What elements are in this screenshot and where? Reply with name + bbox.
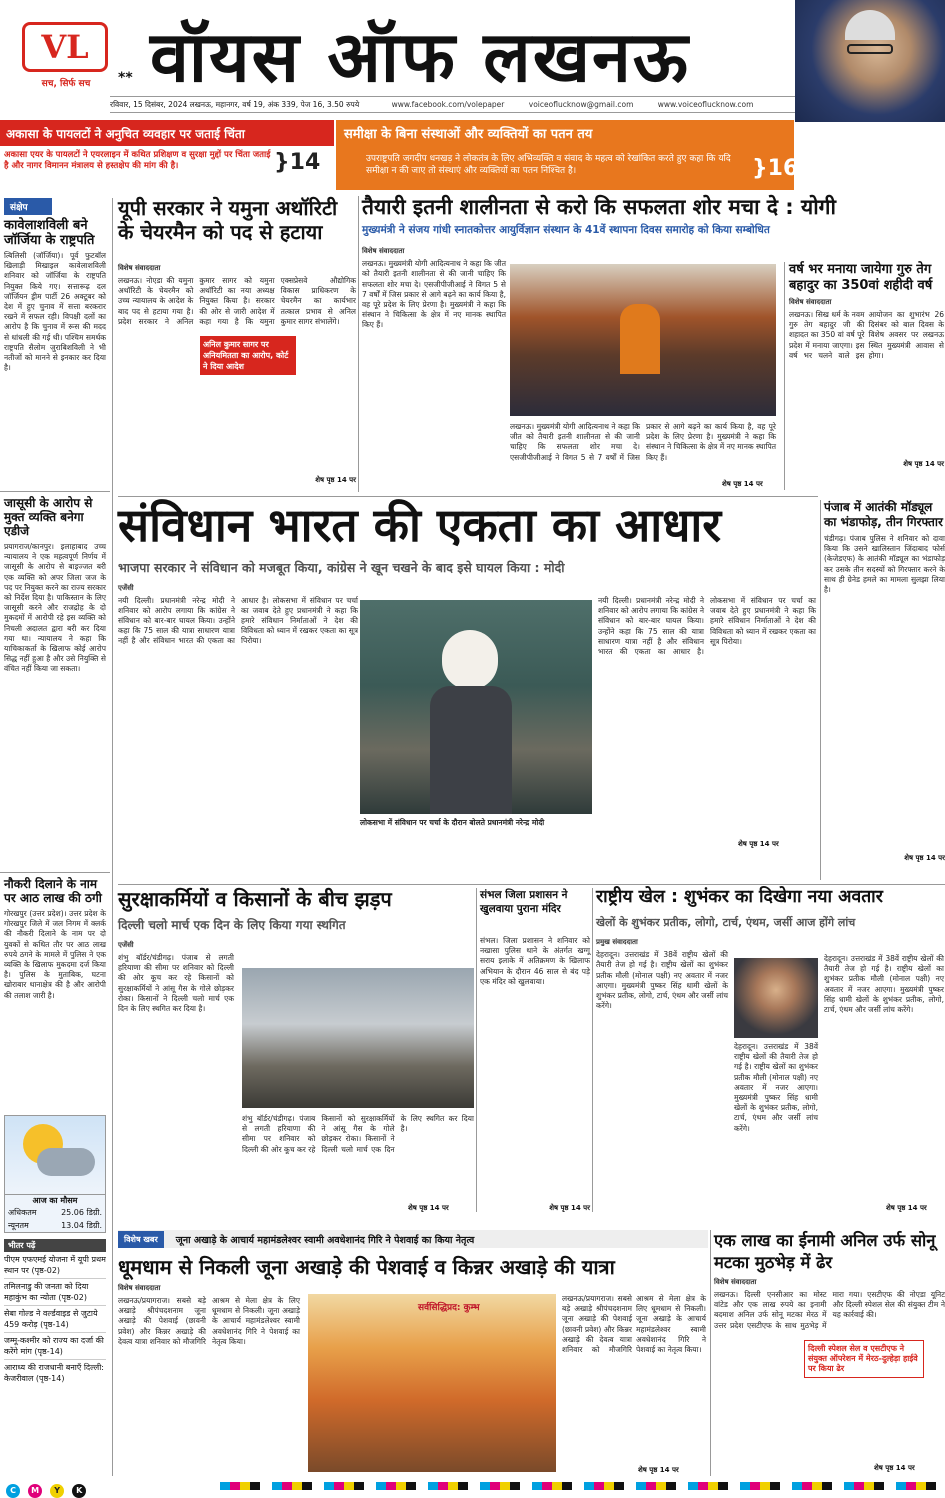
constitution-text-col1: नयी दिल्ली। प्रधानमंत्री नरेन्द्र मोदी ने शनिवार को आरोप लगाया कि कांग्रेस ने संविधान को बार-बार घायल किया। उन्होंने कहा कि 75 साल की यात्रा साधारण यात्रा नहीं है और संविधान भारत की एकता का आधार है। लोकसभा में संविधान पर चर्चा का जवाब देते हुए प्रधानमंत्री ने कहा कि हमारे संविधान निर्माताओं ने देश की विविधता को ध्यान में रखकर एकता का सूत्र पिरोया। bbox=[118, 595, 358, 646]
dateline-bar bbox=[110, 96, 800, 113]
sambhal-text: संभल। जिला प्रशासन ने शनिवार को नखासा पुलिस थाने के अंतर्गत खग्गू सराय इलाके में अतिक्रमण के खिलाफ अभियान के दौरान 46 साल से बंद पड़े एक मंदिर को खुलवाया। bbox=[480, 936, 590, 986]
dhami-photo bbox=[734, 958, 818, 1038]
kumbh-photo-banner: सर्वसिद्धिप्रद: कुम्भ bbox=[418, 1303, 480, 1313]
logo-letters: VL bbox=[41, 28, 89, 66]
constitution-headline: संविधान भारत की एकता का आधार bbox=[118, 498, 722, 552]
weather-max-label: अधिकतम bbox=[8, 1208, 37, 1217]
story-yamuna[interactable] bbox=[118, 196, 356, 492]
kumbh-text: लखनऊ/प्रयागराज। सबसे बड़े अखाड़े श्रीपंचदशनाम जूना अखाड़े की पेशवाई (छावनी प्रवेश) और किन्नर अखाड़े की देवत्व यात्रा शनिवार को मौजगिरि आश्रम से मेला क्षेत्र के लिए धूमधाम से निकली। जूना अखाड़े के आचार्य महामंडलेश्वर स्वामी अवधेशानंद गिरि ने पेशवाई का नेतृत्व किया। bbox=[118, 1296, 300, 1346]
teaser-left-page: }14 bbox=[274, 150, 321, 175]
story-games[interactable] bbox=[596, 888, 945, 1216]
inside-item[interactable]: आराध्य की राजधानी बनाएँ दिल्ली: केजरीवाल (पृष्ठ-14) bbox=[4, 1363, 104, 1383]
story-constitution[interactable] bbox=[118, 500, 818, 884]
games-headline: राष्ट्रीय खेल : शुभंकर का दिखेगा नया अवतार bbox=[596, 887, 883, 907]
gurutegh-text: लखनऊ। सिख धर्म के नवम गुरु तेग बहादुर जी की शहादत का 350 वां वर्ष पूरे प्रदेश में मनाया जाएगा। इस वर्ष भर चलने वाले इस आयोजन का शुभारंभ 26 दिसंबर को बाल दिवस के विशेष अवसर पर लखनऊ स्थित मुख्यमंत्री आवास से होगा। bbox=[789, 310, 944, 360]
kumbh-banner: जूना अखाड़े के आचार्य महामंडलेश्वर स्वामी अवधेशानंद गिरि ने पेशवाई का किया नेतृत्व bbox=[175, 1234, 475, 1246]
games-text-2: देहरादून। उत्तराखंड में 38वें राष्ट्रीय खेलों की तैयारी तेज हो गई है। राष्ट्रीय खेलों का शुभंकर प्रतीक मौली (मोनाल पक्षी) नए अवतार में नजर आएगा। मुख्यमंत्री पुष्कर सिंह धामी खेलों के शुभंकर प्रतीक, लोगो, टार्च, एंथम और जर्सी लांच करेंगे। bbox=[734, 1042, 818, 1133]
teaser-left-headline: अकासा के पायलटों ने अनुचित व्यवहार पर जताई चिंता bbox=[0, 120, 334, 146]
encounter-byline: विशेष संवाददाता bbox=[714, 1278, 757, 1286]
story-kumbh[interactable] bbox=[118, 1230, 708, 1476]
story-fraud-headline: नौकरी दिलाने के नाम पर आठ लाख की ठगी bbox=[0, 872, 110, 909]
games-text: देहरादून। उत्तराखंड में 38वें राष्ट्रीय खेलों की तैयारी तेज हो गई है। राष्ट्रीय खेलों का शुभंकर प्रतीक मौली (मोनाल पक्षी) नए अवतार में नजर आएगा। मुख्यमंत्री पुष्कर सिंह धामी खेलों के शुभंकर प्रतीक, लोगो, टार्च, एंथम और जर्सी लांच करेंगे। bbox=[596, 950, 728, 1011]
teaser-right[interactable] bbox=[336, 120, 799, 190]
cmyk-m: M bbox=[28, 1484, 42, 1498]
weather-min-value: 13.04 डिग्री. bbox=[61, 1221, 102, 1230]
constitution-byline: एजेंसी bbox=[118, 583, 134, 592]
cmyk-bar bbox=[6, 1478, 206, 1494]
inside-title: भीतर पढ़ें bbox=[4, 1239, 106, 1252]
kumbh-procession-photo bbox=[308, 1294, 556, 1472]
story-georgia-text: त्बिलिसी (जॉर्जिया)। पूर्व फुटबॉल खिलाड़ी मिखाइल कावेलाशविली शनिवार को जॉर्जिया के राष्ट्रपति नियुक्त किये गए। सत्तारूढ़ दल जॉर्जियन ड्रीम पार्टी 26 अक्टूबर को देश में हुए चुनाव में सत्ता बरकरार रखने में सफल रही। विपक्षी दलों का आरोप है कि चुनाव में रूस की मदद से धांधली की गई थी। पश्चिम समर्थक राष्ट्रपति सैलोम जुराबिशविली ने भी नतीजों को मानने से इनकार कर दिया है। bbox=[4, 251, 106, 373]
farmers-clash-photo bbox=[242, 968, 474, 1108]
yamuna-cont: शेष पृष्ठ 14 पर bbox=[315, 476, 356, 484]
farmers-text: शंभु बॉर्डर/चंडीगढ़। पंजाब से लगती हरियाणा की सीमा पर शनिवार को दिल्ली की ओर कूच कर रहे किसानों को सुरक्षाकर्मियों ने आंसू गैस के गोले छोड़कर रोका। किसानों ने दिल्ली चलो मार्च एक दिन के लिए स्थगित कर दिया है। bbox=[118, 953, 234, 1014]
yogi-byline: विशेष संवाददाता bbox=[362, 247, 405, 256]
constitution-text-col2: नयी दिल्ली। प्रधानमंत्री नरेन्द्र मोदी ने शनिवार को आरोप लगाया कि कांग्रेस ने संविधान को बार-बार घायल किया। उन्होंने कहा कि 75 साल की यात्रा साधारण यात्रा नहीं है और संविधान भारत की एकता का आधार है। लोकसभा में संविधान पर चर्चा का जवाब देते हुए प्रधानमंत्री ने कहा कि हमारे संविधान निर्माताओं ने देश की विविधता को ध्यान में रखकर एकता का सूत्र पिरोया। bbox=[598, 596, 816, 657]
games-byline: प्रमुख संवाददाता bbox=[596, 938, 638, 947]
teaser-left[interactable] bbox=[0, 120, 334, 190]
teaser-left-text: अकासा एयर के पायलटों ने एयरलाइन में कथित प्रशिक्षण व सुरक्षा मुद्दों पर चिंता जताई है और नागर विमानन मंत्रालय से हस्तक्षेप की मांग की है। bbox=[4, 150, 271, 171]
kumbh-banner-row bbox=[118, 1230, 708, 1248]
teaser-right-page: }16 bbox=[752, 156, 799, 181]
story-gurutegh[interactable] bbox=[784, 262, 944, 490]
constitution-caption: लोकसभा में संविधान पर चर्चा के दौरान बोलते प्रधानमंत्री नरेन्द्र मोदी bbox=[360, 818, 545, 827]
facebook-link[interactable]: www.facebook.com/volepaper bbox=[391, 100, 505, 109]
inside-item[interactable]: सेबा गोल्ड ने वर्ल्डवाइड से जुटाये 459 करोड़ (पृष्ठ-14) bbox=[4, 1306, 106, 1333]
weather-max-value: 25.06 डिग्री. bbox=[61, 1208, 102, 1217]
section-label: संक्षेप bbox=[4, 198, 52, 215]
inside-item[interactable]: तमिलनाडु की जनता को दिया महाकुंभ का न्योता (पृष्ठ-02) bbox=[4, 1279, 106, 1306]
portrait-glasses bbox=[847, 44, 893, 54]
inside-item[interactable]: पीएम एफएमई योजना में यूपी प्रथम स्थान पर (पृष्ठ-02) bbox=[4, 1252, 106, 1279]
encounter-headline: एक लाख का ईनामी अनिल उर्फ सोनू मटका मुठभेड़ में ढेर bbox=[714, 1231, 936, 1272]
logo-tagline: सच, सिर्फ सच bbox=[41, 79, 91, 89]
story-adj-text: प्रयागराज/कानपुर। इलाहाबाद उच्च न्यायालय ने एक महत्वपूर्ण निर्णय में जासूसी के आरोप से बाइज्जत बरी एक व्यक्ति को अपर जिला जज के पद पर नियुक्त करने का राज्य सरकार को निर्देश दिया है। पाकिस्तान के लिए जासूसी करने और राजद्रोह के दो मुकदमों में आरोपी रहे इस व्यक्ति को निचली अदालत द्वारा बरी कर दिया गया था। न्यायालय ने कहा कि याचिकाकर्ता के खिलाफ कोई आरोप सिद्ध नहीं हुआ है और उसे नियुक्ति से वंचित नहीं किया जा सकता। bbox=[4, 542, 106, 674]
gurutegh-headline: वर्ष भर मनाया जायेगा गुरु तेग बहादुर का 350वां शहीदी वर्ष bbox=[789, 262, 933, 293]
kumbh-headline: धूमधाम से निकली जूना अखाड़े की पेशवाई व किन्नर अखाड़े की यात्रा bbox=[118, 1255, 615, 1279]
games-text-3: देहरादून। उत्तराखंड में 38वें राष्ट्रीय खेलों की तैयारी तेज हो गई है। राष्ट्रीय खेलों का शुभंकर प्रतीक मौली (मोनाल पक्षी) नए अवतार में नजर आएगा। मुख्यमंत्री पुष्कर सिंह धामी खेलों के शुभंकर प्रतीक, लोगो, टार्च, एंथम और जर्सी लांच करेंगे। bbox=[824, 954, 944, 1015]
kumbh-text-2: लखनऊ/प्रयागराज। सबसे बड़े अखाड़े श्रीपंचदशनाम जूना अखाड़े की पेशवाई (छावनी प्रवेश) और किन्नर अखाड़े की देवत्व यात्रा शनिवार को मौजगिरि आश्रम से मेला क्षेत्र के लिए धूमधाम से निकली। जूना अखाड़े के आचार्य महामंडलेश्वर स्वामी अवधेशानंद गिरि ने पेशवाई का नेतृत्व किया। bbox=[562, 1294, 706, 1355]
yogi-headline: तैयारी इतनी शालीनता से करो कि सफलता शोर मचा दे : योगी bbox=[362, 195, 836, 219]
story-punjab[interactable] bbox=[824, 500, 945, 884]
yogi-event-photo bbox=[510, 264, 776, 416]
cmyk-y: Y bbox=[50, 1484, 64, 1498]
story-farmers[interactable] bbox=[118, 888, 474, 1216]
yogi-text: लखनऊ। मुख्यमंत्री योगी आदित्यनाथ ने कहा कि जीत को तैयारी इतनी शालीनता से की जानी चाहिए कि सफलता शोर मचा दे। एसजीपीजीआई ने विगत 5 से 7 वर्षों में जिस प्रकार से आगे बढ़ने का कार्य किया है, वह पूरे प्रदेश के लिए प्रेरणा है। मुख्यमंत्री ने कहा कि संस्थान ने चिकित्सा के क्षेत्र में नए मानक स्थापित किए हैं। bbox=[362, 259, 506, 330]
kumbh-byline: विशेष संवाददाता bbox=[118, 1284, 161, 1292]
inside-box bbox=[4, 1239, 106, 1386]
sambhal-headline: संभल जिला प्रशासन ने खुलवाया पुराना मंदिर bbox=[480, 889, 568, 915]
logo bbox=[22, 22, 108, 72]
story-georgia-headline: कावेलाशविली बने जॉर्जिया के राष्ट्रपति bbox=[4, 218, 95, 248]
story-yogi[interactable] bbox=[362, 196, 945, 492]
story-adj-headline: जासूसी के आरोप से मुक्त व्यक्ति बनेगा एडीजे bbox=[0, 491, 110, 542]
story-sambhal[interactable] bbox=[480, 888, 590, 1216]
weather-title: आज का मौसम bbox=[5, 1194, 105, 1206]
cmyk-c: C bbox=[6, 1484, 20, 1498]
yamuna-headline: यूपी सरकार ने यमुना अथॉरिटी के चेयरमैन को पद से हटाया bbox=[118, 196, 338, 244]
yamuna-callout: अनिल कुमार सागर पर अनियमितता का आरोप, कोर्ट ने दिया आदेश bbox=[200, 336, 296, 375]
yogi-subhead: मुख्यमंत्री ने संजय गांधी स्नातकोत्तर आयुर्विज्ञान संस्थान के 41वें स्थापना दिवस समारोह को किया सम्बोधित bbox=[362, 224, 770, 237]
weather-box bbox=[4, 1115, 106, 1233]
farmers-headline: सुरक्षाकर्मियों व किसानों के बीच झड़प bbox=[118, 887, 392, 911]
story-encounter[interactable] bbox=[714, 1230, 945, 1476]
kumbh-cont: शेष पृष्ठ 14 पर bbox=[638, 1466, 679, 1474]
encounter-text: लखनऊ। दिल्ली एनसीआर का मोस्ट वांटेड और एक लाख रुपये का इनामी बदमाश अनिल उर्फ सोनू मटका मेरठ में उत्तर प्रदेश एसटीएफ के साथ मुठभेड़ में मारा गया। एसटीएफ की नोएडा यूनिट और दिल्ली स्पेशल सेल की संयुक्त टीम ने यह कार्रवाई की। bbox=[714, 1290, 945, 1330]
gurutegh-cont: शेष पृष्ठ 14 पर bbox=[903, 460, 944, 468]
weather-icon bbox=[5, 1116, 105, 1194]
sambhal-cont: शेष पृष्ठ 14 पर bbox=[549, 1204, 590, 1212]
encounter-cont: शेष पृष्ठ 14 पर bbox=[874, 1464, 915, 1472]
masthead bbox=[0, 0, 945, 120]
constitution-subhead: भाजपा सरकार ने संविधान को मजबूत किया, कांग्रेस ने खून चखने के बाद इसे घायल किया : मोदी bbox=[118, 559, 565, 575]
teaser-right-text: उपराष्ट्रपति जगदीप धनखड़ ने लोकतंत्र के लिए अभिव्यक्ति व संवाद के महत्व को रेखांकित करते हुए कहा कि यदि समीक्षा न की जाए तो संस्थाएं और व्यक्तियों का पतन निश्चित है। bbox=[366, 154, 731, 176]
modi-parliament-photo bbox=[360, 600, 592, 814]
punjab-headline: पंजाब में आतंकी मॉड्यूल का भंडाफोड़, तीन गिरफ्तार bbox=[824, 500, 943, 529]
website-link[interactable]: www.voiceoflucknow.com bbox=[657, 100, 754, 109]
yogi-cont: शेष पृष्ठ 14 पर bbox=[722, 480, 763, 488]
registration-strip bbox=[220, 1482, 940, 1490]
yamuna-byline: विशेष संवाददाता bbox=[118, 264, 161, 272]
masthead-stars: ** bbox=[118, 70, 133, 86]
constitution-cont: शेष पृष्ठ 14 पर bbox=[738, 840, 779, 848]
portrait-hair bbox=[845, 10, 895, 40]
gurutegh-byline: विशेष संवाददाता bbox=[789, 298, 832, 306]
farmers-byline: एजेंसी bbox=[118, 941, 134, 949]
story-fraud-text: गोरखपुर (उत्तर प्रदेश)। उत्तर प्रदेश के गोरखपुर जिले में जल निगम में क्लर्क की नौकरी दिलाने के नाम पर दो युवकों से कथित तौर पर आठ लाख रुपये ठगने के मामले में पुलिस ने एक व्यक्ति के खिलाफ मुकदमा दर्ज किया है। पुलिस के मुताबिक, घटना खोराबार थानाक्षेत्र की है और आरोपी की तलाश जारी है। bbox=[4, 909, 106, 1000]
yamuna-text: लखनऊ। नोएडा की यमुना अथॉरिटी के चेयरमैन को उच्च न्यायालय के आदेश के बाद पद से हटाया गया है। प्रदेश सरकार ने अनिल कुमार सागर को यमुना अथॉरिटी का नया अध्यक्ष नियुक्त किया है। सरकार की ओर से जारी आदेश में कहा गया है कि यमुना एक्सप्रेसवे औद्योगिक विकास प्राधिकरण के चेयरमैन का कार्यभार तत्काल प्रभाव से अनिल कुमार सागर संभालेंगे। bbox=[118, 276, 356, 326]
encounter-callout: दिल्ली स्पेशल सेल व एसटीएफ ने संयुक्त ऑपरेशन में मेरठ-दुल्हेड़ा हाईवे पर किया ढेर bbox=[804, 1340, 924, 1378]
paper-title: वॉयस ऑफ लखनऊ bbox=[150, 15, 690, 98]
kumbh-label: विशेष खबर bbox=[118, 1231, 164, 1248]
email-link[interactable]: voiceoflucknow@gmail.com bbox=[528, 100, 634, 109]
farmers-cont: शेष पृष्ठ 14 पर bbox=[408, 1204, 449, 1212]
inside-item[interactable]: जम्मू-कश्मीर को राज्य का दर्जा की करेंगे मांग (पृष्ठ-14) bbox=[4, 1333, 106, 1360]
punjab-text: चंडीगढ़। पंजाब पुलिस ने शनिवार को दावा किया कि उसने खालिस्तान जिंदाबाद फोर्स (केजेडएफ) के आतंकी मॉड्यूल का भंडाफोड़ कर उसके तीन सदस्यों को गिरफ्तार करने के साथ ही ग्रेनेड हमले का मामला सुलझा लिया है। bbox=[824, 534, 945, 595]
punjab-cont: शेष पृष्ठ 14 पर bbox=[904, 854, 945, 862]
vice-president-photo bbox=[795, 0, 945, 122]
farmers-text-2: शंभु बॉर्डर/चंडीगढ़। पंजाब से लगती हरियाणा की सीमा पर शनिवार को दिल्ली की ओर कूच कर रहे किसानों को सुरक्षाकर्मियों ने आंसू गैस के गोले छोड़कर रोका। किसानों ने दिल्ली चलो मार्च एक दिन के लिए स्थगित कर दिया है। bbox=[242, 1114, 474, 1154]
left-column bbox=[0, 198, 110, 1478]
farmers-subhead: दिल्ली चलो मार्च एक दिन के लिए किया गया स्थगित bbox=[118, 918, 346, 932]
games-subhead: खेलों के शुभंकर प्रतीक, लोगो, टार्च, एंथम, जर्सी आज होंगे लांच bbox=[596, 916, 856, 930]
dateline: रविवार, 15 दिसंबर, 2024 लखनऊ, महानगर, वर्ष 19, अंक 339, पेज 16, 3.50 रुपये bbox=[110, 100, 360, 109]
weather-min-label: न्यूनतम bbox=[8, 1221, 29, 1230]
games-cont: शेष पृष्ठ 14 पर bbox=[886, 1204, 927, 1212]
yogi-text-2: लखनऊ। मुख्यमंत्री योगी आदित्यनाथ ने कहा कि जीत को तैयारी इतनी शालीनता से की जानी चाहिए कि सफलता शोर मचा दे। एसजीपीजीआई ने विगत 5 से 7 वर्षों में जिस प्रकार से आगे बढ़ने का कार्य किया है, वह पूरे प्रदेश के लिए प्रेरणा है। मुख्यमंत्री ने कहा कि संस्थान ने चिकित्सा के क्षेत्र में नए मानक स्थापित किए हैं। bbox=[510, 422, 776, 462]
teaser-right-headline: समीक्षा के बिना संस्थाओं और व्यक्तियों का पतन तय bbox=[344, 127, 593, 142]
cmyk-k: K bbox=[72, 1484, 86, 1498]
